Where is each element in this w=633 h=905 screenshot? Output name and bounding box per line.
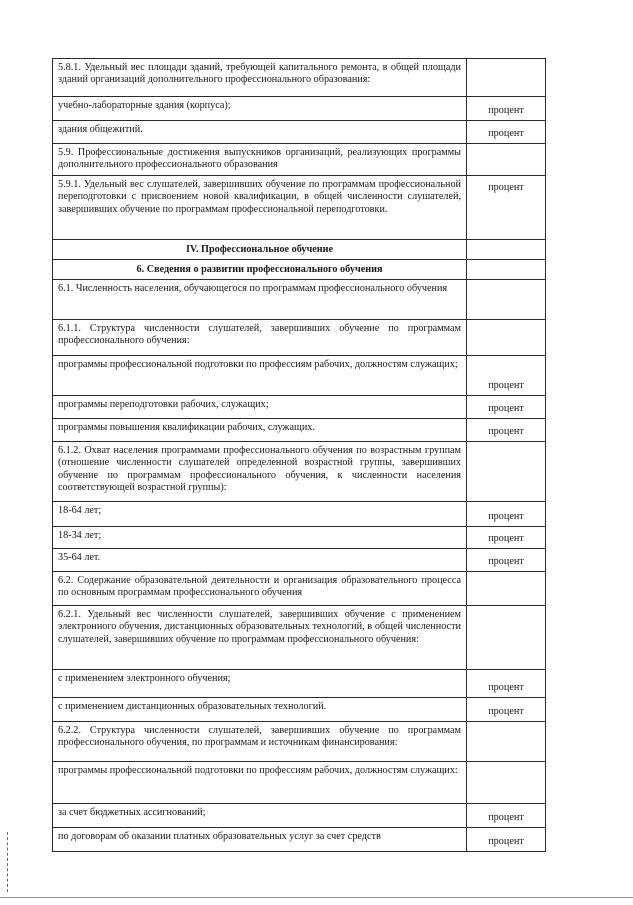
table-row [53,396,546,419]
unit-cell [467,320,546,356]
indicator-text: с применением дистанционных образовательных технологий. [53,698,467,722]
indicator-text: программы переподготовки рабочих, служащих; [53,396,467,419]
section-heading: 6. Сведения о развитии профессионального обучения [53,260,467,280]
table-row [53,828,546,852]
table-row [53,97,546,121]
table-body [53,59,546,852]
table-row [53,572,546,606]
table-row [53,176,546,240]
table-row [53,419,546,442]
indicator-text: 5.9. Профессиональные достижения выпускников организаций, реализующих программы дополнительного профессионального образования [53,144,467,176]
table-row [53,762,546,804]
table-row [53,59,546,97]
unit-cell: процент [467,396,546,419]
indicator-text: с применением электронного обучения; [53,670,467,698]
unit-cell: процент [467,97,546,121]
unit-cell: процент [467,121,546,144]
indicator-text: 5.8.1. Удельный вес площади зданий, требующей капитального ремонта, в общей площади зданий организаций дополнительного профессионального образования: [53,59,467,97]
unit-cell: процент [467,828,546,852]
unit-cell: процент [467,804,546,828]
unit-cell [467,722,546,762]
table-row [53,527,546,549]
indicator-text: по договорам об оказании платных образовательных услуг за счет средств [53,828,467,852]
indicator-text: 6.1.1. Структура численности слушателей, завершивших обучение по программам профессионального обучения: [53,320,467,356]
indicator-text: 6.2.2. Структура численности слушателей, завершивших обучение по программам профессионального обучения, по программам и источникам финансирования: [53,722,467,762]
indicators-table [52,58,546,852]
table-row [53,442,546,502]
indicator-text: программы профессиональной подготовки по профессиям рабочих, должностям служащих: [53,762,467,804]
table-row [53,356,546,396]
table-row [53,722,546,762]
unit-cell [467,240,546,260]
unit-cell [467,606,546,670]
unit-cell [467,442,546,502]
unit-cell: процент [467,527,546,549]
indicator-text: 18-64 лет; [53,502,467,527]
unit-cell [467,59,546,97]
table-row [53,606,546,670]
unit-cell: процент [467,502,546,527]
unit-cell [467,762,546,804]
indicator-text: 6.2. Содержание образовательной деятельности и организация образовательного процесса по основным программам профессионального обучения [53,572,467,606]
indicator-text: программы профессиональной подготовки по профессиям рабочих, должностям служащих; [53,356,467,396]
unit-cell [467,280,546,320]
table-row [53,144,546,176]
table-row [53,121,546,144]
indicator-text: программы повышения квалификации рабочих, служащих. [53,419,467,442]
unit-cell [467,260,546,280]
unit-cell: процент [467,356,546,396]
unit-cell: процент [467,698,546,722]
scan-margin-marks [7,832,9,892]
unit-cell: процент [467,549,546,572]
table-row [53,240,546,260]
table-row [53,260,546,280]
table-row [53,670,546,698]
section-heading: IV. Профессиональное обучение [53,240,467,260]
indicator-text: 35-64 лет. [53,549,467,572]
scan-bottom-edge [0,897,633,898]
indicator-text: 18-34 лет; [53,527,467,549]
indicator-text: 6.1.2. Охват населения программами профессионального обучения по возрастным группам (отношение численности слушателей определенной возрастной группы, завершивших обучение по программам профессионального обучения, к численности населения соответствующей возрастной группы): [53,442,467,502]
unit-cell: процент [467,419,546,442]
unit-cell [467,144,546,176]
table-row [53,502,546,527]
indicator-text: здания общежитий. [53,121,467,144]
table-row [53,804,546,828]
unit-cell [467,572,546,606]
indicator-text: 6.2.1. Удельный вес численности слушателей, завершивших обучение с применением электронного обучения, дистанционных образовательных технологий, в общей численности слушателей, завершивших обучение по программам профессионального обучения: [53,606,467,670]
unit-cell: процент [467,176,546,240]
table-row [53,698,546,722]
table-row [53,280,546,320]
table-row [53,320,546,356]
indicator-text: учебно-лабораторные здания (корпуса); [53,97,467,121]
indicator-text: 6.1. Численность населения, обучающегося по программам профессионального обучения [53,280,467,320]
table-row [53,549,546,572]
indicator-text: 5.9.1. Удельный вес слушателей, завершивших обучение по программам профессиональной переподготовки с присвоением новой квалификации, в общей численности слушателей, завершивших обучение по программам профессиональной переподготовки. [53,176,467,240]
unit-cell: процент [467,670,546,698]
indicator-text: за счет бюджетных ассигнований; [53,804,467,828]
